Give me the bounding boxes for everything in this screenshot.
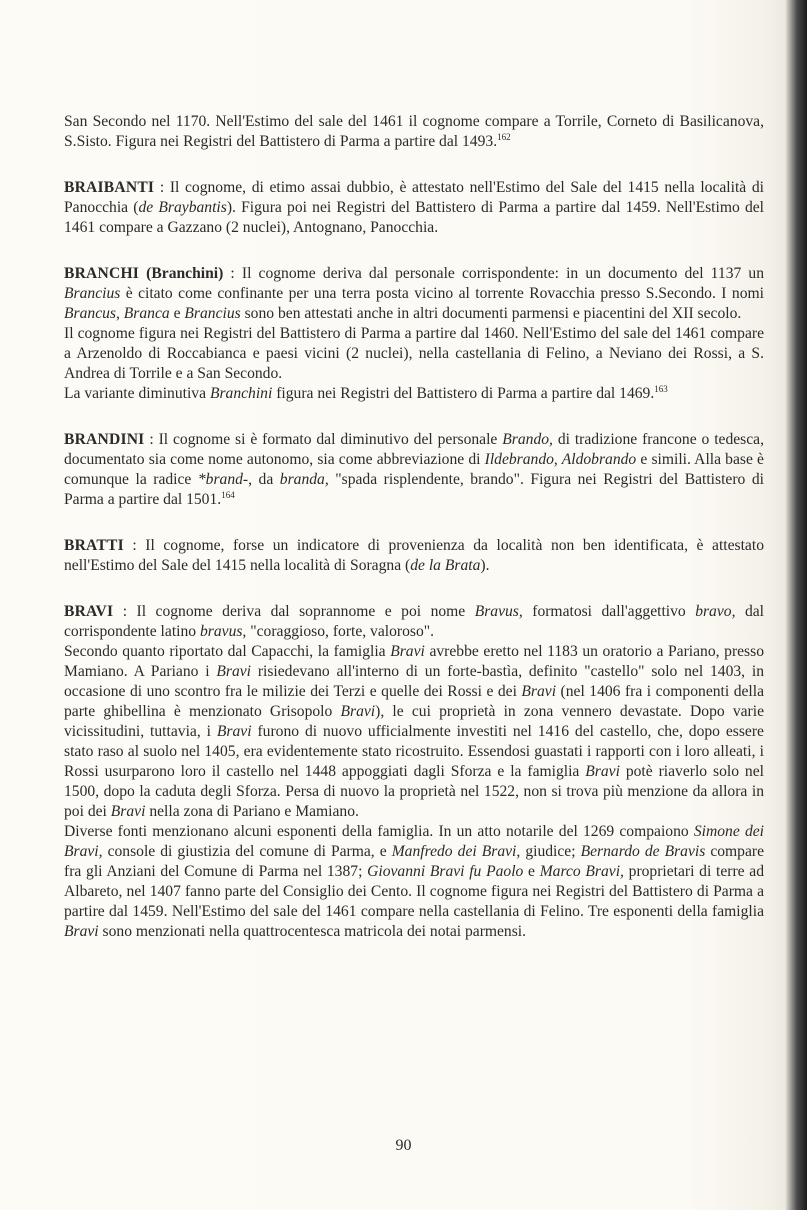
entry-heading: BRAIBANTI — [64, 179, 155, 196]
paragraph: San Secondo nel 1170. Nell'Estimo del sale del 1461 il cognome compare a Torrile, Corneto di Basilicanova, S.Sisto. Figura nei Registri del Battistero di Parma a partire dal 1493.$^{162}$ — [64, 113, 764, 150]
paragraph: BRANDINI : Il cognome si è formato dal diminutivo del personale Brando, di tradizione francone o tedesca, documentato sia come nome autonomo, sia come abbreviazione di Ildebrando, Aldobrando e simili. Alla base è comunque la radice *brand-, da branda, "spada risplendente, brando". Figura nei Registri del Battistero di Parma a partire dal 1501.$^{164}$ — [64, 431, 764, 508]
paragraph: BRAVI : Il cognome deriva dal soprannome e poi nome Bravus, formatosi dall'aggettivo bravo, dal corrispondente latino bravus, "coraggioso, forte, valoroso". — [64, 603, 764, 640]
entry-heading: BRATTI — [64, 537, 124, 554]
paragraph: Diverse fonti menzionano alcuni esponenti della famiglia. In un atto notarile del 1269 compaiono Simone dei Bravi, console di giustizia del comune di Parma, e Manfredo dei Bravi, giudice; Bernardo de Bravis compare fra gli Anziani del Comune di Parma nel 1387; Giovanni Bravi fu Paolo e Marco Bravi, proprietari di terre ad Albareto, nel 1407 fanno parte del Consiglio dei Cento. Il cognome figura nei Registri del Battistero di Parma a partire dal 1459. Nell'Estimo del sale del 1461 compare nella castellania di Felino. Tre esponenti della famiglia Bravi sono menzionati nella quattrocentesca matricola dei notai parmensi. — [64, 823, 765, 940]
entry-variant: (Branchini) — [139, 265, 224, 282]
entry-bratti — [64, 536, 764, 576]
page-content — [64, 112, 764, 968]
entry-heading: BRANCHI — [64, 265, 140, 282]
entry-heading: BRANDINI — [64, 431, 145, 448]
footnote-marker: 164 — [221, 489, 235, 500]
entry-continuation — [64, 112, 764, 152]
entry-branchi — [64, 264, 764, 404]
footnote-marker: 162 — [497, 131, 511, 142]
footnote-marker: 163 — [654, 383, 668, 394]
paragraph: BRATTI : Il cognome, forse un indicatore di provenienza da località non ben identificata, è attestato nell'Estimo del Sale del 1415 nella località di Soragna (de la Brata). — [64, 537, 764, 574]
paragraph: BRAIBANTI : Il cognome, di etimo assai dubbio, è attestato nell'Estimo del Sale del 1415 nella località di Panocchia (de Braybantis). Figura poi nei Registri del Battistero di Parma a partire dal 1459. Nell'Estimo del 1461 compare a Gazzano (2 nuclei), Antognano, Panocchia. — [64, 179, 764, 236]
entry-bravi — [64, 602, 764, 942]
page-number: 90 — [395, 1137, 412, 1154]
paragraph: BRANCHI (Branchini) : Il cognome deriva dal personale corrispondente: in un documento del 1137 un Brancius è citato come confinante per una terra posta vicino al torrente Rovacchia presso S.Secondo. I nomi Brancus, Branca e Brancius sono ben attestati anche in altri documenti parmensi e piacentini del XII secolo. — [64, 265, 765, 322]
book-spine-shadow — [785, 0, 807, 1210]
paragraph: Secondo quanto riportato dal Capacchi, la famiglia Bravi avrebbe eretto nel 1183 un oratorio a Pariano, presso Mamiano. A Pariano i Bravi risiedevano all'interno di un forte-bastìa, definito "castello" solo nel 1403, in occasione di uno scontro fra le milizie dei Terzi e quelle dei Rossi e dei Bravi (nel 1406 fra i componenti della parte ghibellina è menzionato Grisopolo Bravi), le cui proprietà in zona vennero devastate. Dopo varie vicissitudini, tuttavia, i Bravi furono di nuovo ufficialmente investiti nel 1416 del castello, che, dopo essere stato raso al suolo nel 1405, era evidentemente stato ricostruito. Essendosi guastati i rapporti con i loro alleati, i Rossi usurparono loro il castello nel 1448 appoggiati dagli Sforza e la famiglia Bravi potè riaverlo solo nel 1500, dopo la caduta degli Sforza. Persa di nuovo la proprietà nel 1522, non si trova più menzione da allora in poi dei Bravi nella zona di Pariano e Mamiano. — [64, 643, 765, 820]
paragraph: La variante diminutiva Branchini figura nei Registri del Battistero di Parma a partire dal 1469.$^{163}$ — [64, 383, 668, 402]
entry-heading: BRAVI — [64, 603, 114, 620]
paragraph: Il cognome figura nei Registri del Battistero di Parma a partire dal 1460. Nell'Estimo del sale del 1461 compare a Arzenoldo di Roccabianca e paesi vicini (2 nuclei), nella castellania di Felino, a Neviano dei Rossi, a S. Andrea di Torrile e a San Secondo. — [64, 325, 764, 382]
entry-brandini — [64, 430, 764, 510]
entry-braibanti — [64, 178, 764, 238]
